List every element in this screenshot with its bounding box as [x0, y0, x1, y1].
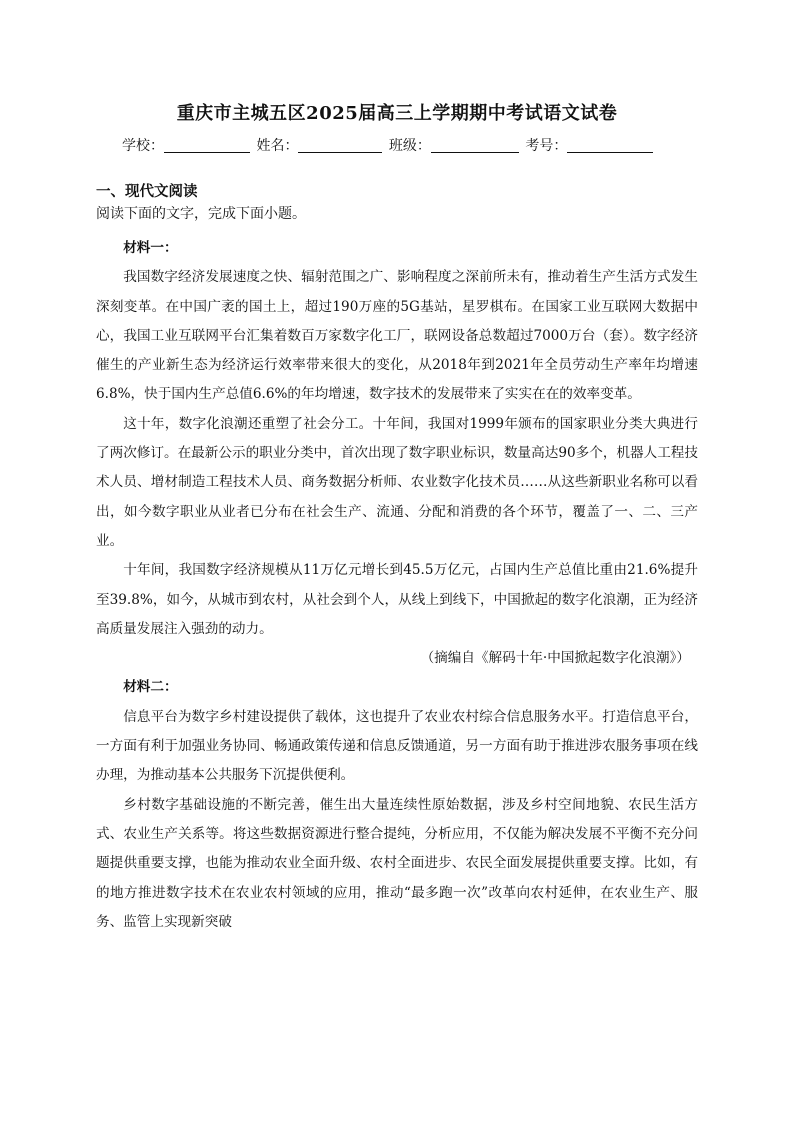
- class-label: 班级：: [388, 138, 431, 154]
- class-field: [389, 134, 521, 158]
- reading-passage: [96, 234, 698, 937]
- material-2-paragraph: 信息平台为数字乡村建设提供了载体，这也提升了农业农村综合信息服务水平。打造信息平台，一方面有利于加强业务协同、畅通政策传递和信息反馈通道，另一方面有助于推进涉农服务事项在线办理，为推动基本公共服务下沉提供便利。: [96, 708, 698, 784]
- name-blank[interactable]: [298, 134, 382, 153]
- exam-title: 重庆市主城五区2025届高三上学期期中考试语文试卷: [176, 103, 618, 124]
- material-1-paragraph: 十年间，我国数字经济规模从11万亿元增长到45.5万亿元，占国内生产总值比重由21.6%提升至39.8%，如今，从城市到农村，从社会到个人，从线上到线下，中国掀起的数字化浪潮，正为经济高质量发展注入强劲的动力。: [96, 562, 698, 637]
- material-2-label: 材料二：: [123, 679, 178, 696]
- material-2-paragraph: 乡村数字基础设施的不断完善，催生出大量连续性原始数据，涉及乡村空间地貌、农民生活方式、农业生产关系等。将这些数据资源进行整合提纯，分析应用，不仅能为解决发展不平衡不充分问题提供重要支撑，也能为推动农业全面升级、农村全面进步、农民全面发展提供重要支撑。比如，有的地方推进数字技术在农业农村领域的应用，推动“最多跑一次”改革向农村延伸，在农业生产、服务、监管上实现新突破: [96, 796, 698, 930]
- material-1-paragraph: 我国数字经济发展速度之快、辐射范围之广、影响程度之深前所未有，推动着生产生活方式发生深刻变革。在中国广袤的国土上，超过190万座的5G基站，星罗棋布。在国家工业互联网大数据中心，我国工业互联网平台汇集着数百万家数字化工厂，联网设备总数超过7000万台（套）。数字经济催生的产业新生态为经济运行效率带来很大的变化，从2018年到2021年全员劳动生产率年均增速6.8%，快于国内生产总值6.6%的年均增速，数字技术的发展带来了实实在在的效率变革。: [96, 269, 698, 403]
- section-heading: 一、现代文阅读: [96, 184, 198, 200]
- exam-number-blank[interactable]: [567, 134, 653, 153]
- school-label: 学校：: [122, 138, 164, 154]
- class-blank[interactable]: [431, 134, 519, 153]
- exam-number-label: 考号：: [525, 138, 568, 154]
- material-1-label: 材料一：: [123, 240, 178, 256]
- school-blank[interactable]: [164, 134, 250, 153]
- student-info-row: [122, 134, 682, 158]
- name-field: [256, 134, 384, 158]
- exam-number-field: [525, 134, 655, 158]
- school-field: [122, 134, 252, 158]
- material-1-paragraph: 这十年，数字化浪潮还重塑了社会分工。十年间，我国对1999年颁布的国家职业分类大典进行了两次修订。在最新公示的职业分类中，首次出现了数字职业标识，数量高达90多个，机器人工程技术人员、增材制造工程技术人员、商务数据分析师、农业数字化技术员……从这些新职业名称可以看出，如今数字职业从业者已分布在社会生产、流通、分配和消费的各个环节，覆盖了一、二、三产业。: [96, 415, 698, 549]
- material-1-citation: （摘编自《解码十年·中国掀起数字化浪潮》）: [420, 650, 690, 667]
- name-label: 姓名：: [256, 138, 299, 154]
- section-instruction: 阅读下面的文字，完成下面小题。: [96, 206, 306, 222]
